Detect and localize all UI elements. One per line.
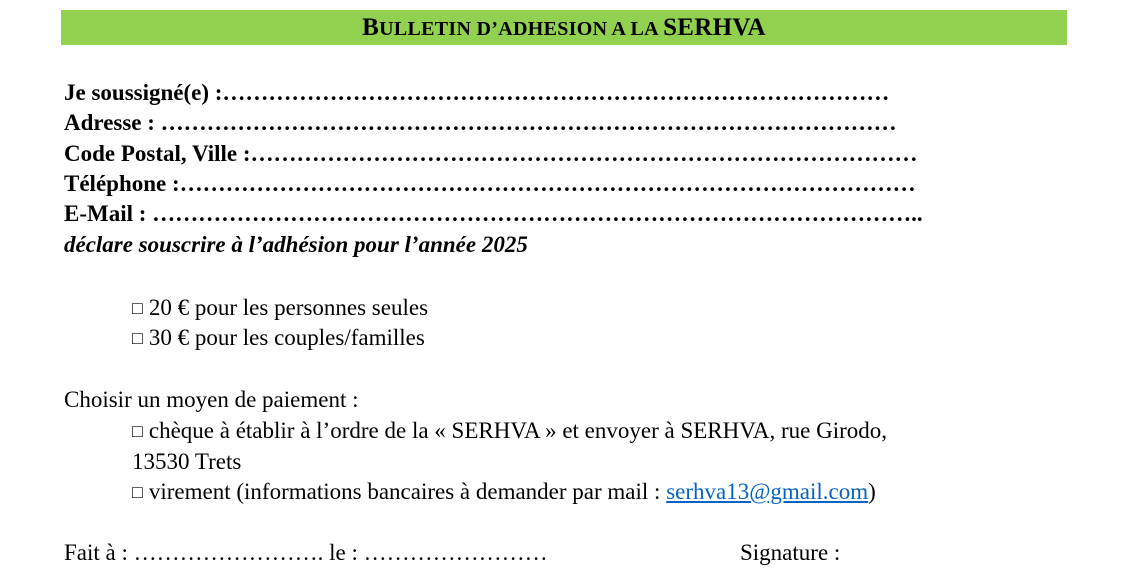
page-title	[362, 14, 766, 42]
membership-options	[132, 293, 428, 353]
checkbox-icon[interactable]: □	[132, 421, 143, 441]
option-family[interactable]	[132, 323, 428, 353]
phone-field[interactable]: Téléphone :……………………………………………………………………………………	[64, 170, 916, 196]
place-date-line[interactable]: Fait à : ……………………. le : ……………………	[64, 540, 548, 565]
payment-title: Choisir un moyen de paiement :	[64, 387, 359, 412]
payment-options	[132, 416, 1032, 508]
title-organization: SERHVA	[663, 13, 766, 41]
payment-transfer[interactable]	[132, 477, 1032, 508]
identity-fields	[64, 78, 1074, 229]
name-field[interactable]: Je soussigné(e) :……………………………………………………………………………	[64, 80, 890, 105]
payment-cheque[interactable]	[132, 416, 1032, 447]
signature-label: Signature :	[740, 540, 841, 565]
option-single-label: 20 € pour les personnes seules	[148, 295, 429, 320]
checkbox-icon[interactable]: □	[132, 482, 143, 502]
email-field[interactable]: E-Mail : ………………………………………………………………………………………..	[64, 201, 923, 227]
checkbox-icon[interactable]: □	[132, 328, 143, 348]
title-banner	[61, 10, 1067, 45]
postal-city-field[interactable]: Code Postal, Ville :……………………………………………………………………………	[64, 140, 918, 166]
checkbox-icon[interactable]: □	[132, 298, 143, 318]
option-single[interactable]	[132, 293, 428, 323]
declaration-text: déclare souscrire à l’adhésion pour l’année 2025	[64, 232, 528, 257]
payment-cheque-address: 13530 Trets	[132, 448, 242, 474]
payment-transfer-label: virement (informations bancaires à demander par mail :	[148, 479, 667, 504]
payment-transfer-close: )	[868, 479, 876, 504]
payment-cheque-label: chèque à établir à l’ordre de la « SERHVA » et envoyer à SERHVA, rue Girodo,	[148, 418, 888, 443]
address-field[interactable]: Adresse : ……………………………………………………………………………………	[64, 110, 897, 136]
option-family-label: 30 € pour les couples/familles	[148, 325, 425, 350]
email-link[interactable]: serhva13@gmail.com	[666, 479, 869, 504]
title-middle: ULLETIN D’ADHESION A LA	[379, 17, 664, 40]
title-initial: B	[362, 13, 380, 41]
